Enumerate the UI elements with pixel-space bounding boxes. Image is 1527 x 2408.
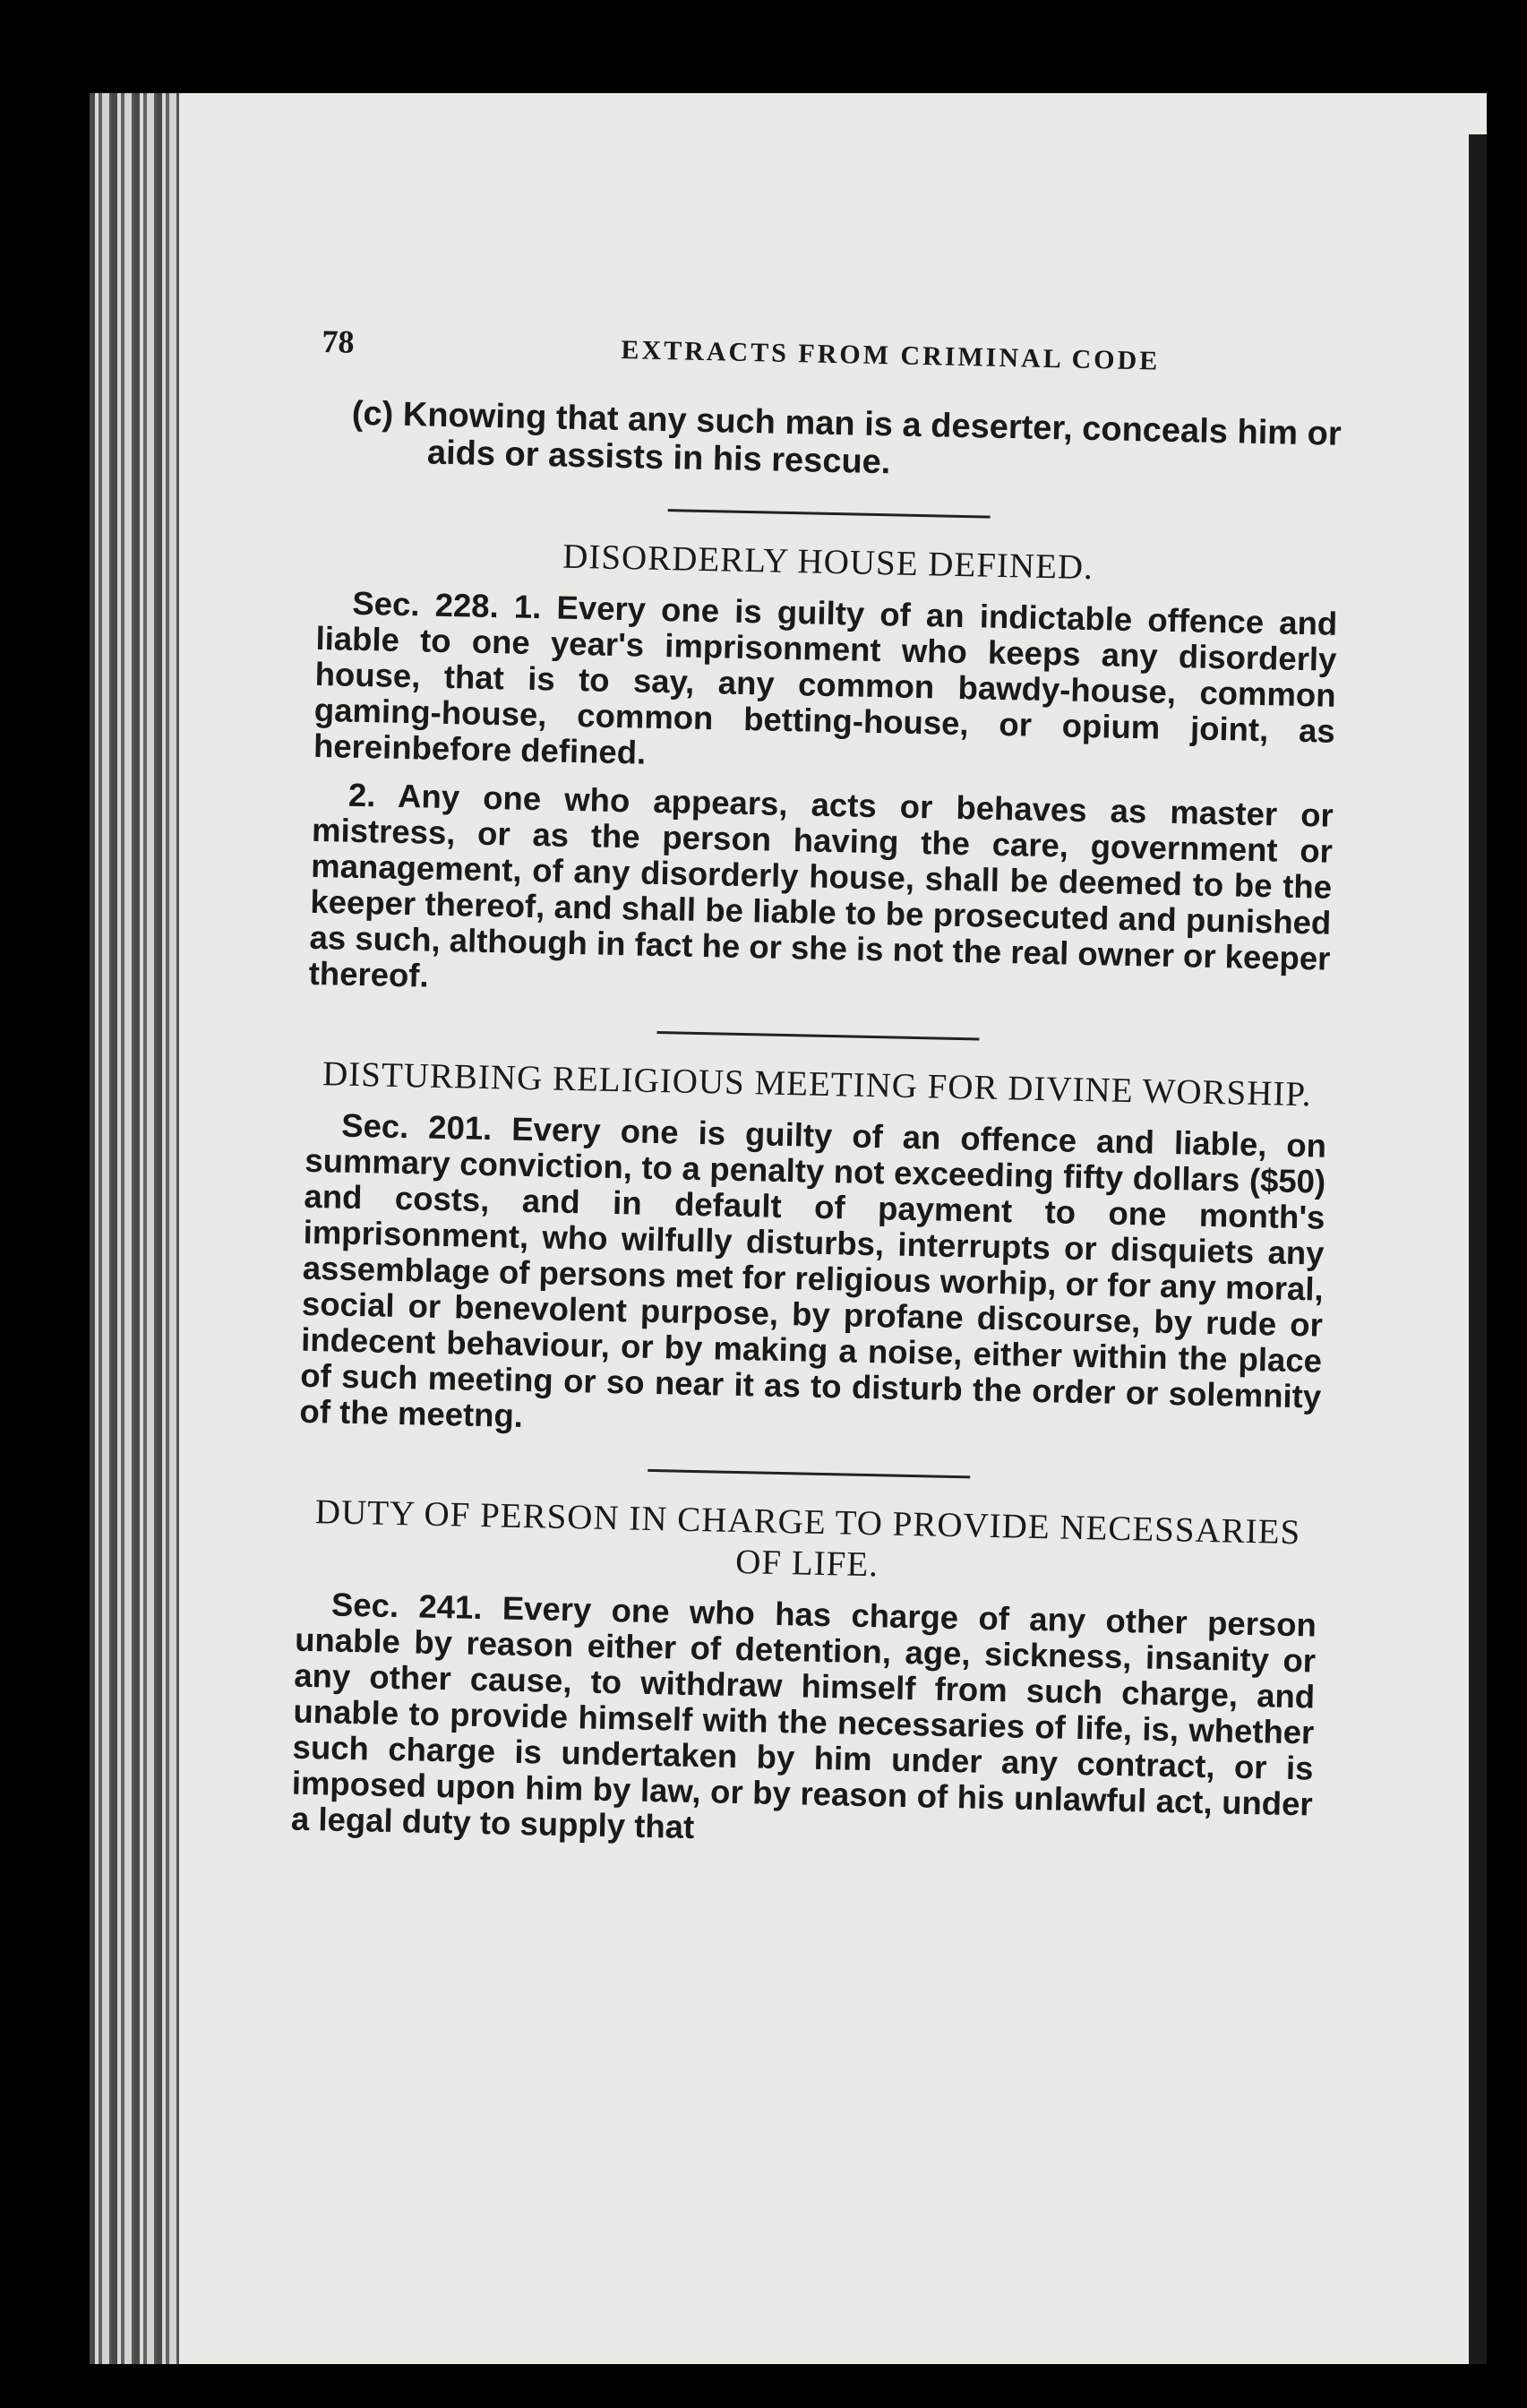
section-heading: DUTY OF PERSON IN CHARGE TO PROVIDE NECESSARIES OF LIFE. — [314, 1492, 1301, 1585]
section-divider — [648, 1469, 970, 1479]
section-divider — [668, 509, 991, 519]
item-c-paragraph: (c) Knowing that any such man is a deserter, conceals him or aids or assists in his rescue. — [351, 394, 1343, 482]
section-divider — [656, 1031, 979, 1041]
section-disorderly-house — [308, 502, 1339, 1013]
page-right-edge — [1469, 134, 1487, 2364]
running-head-title: EXTRACTS FROM CRIMINAL CODE — [621, 334, 1161, 376]
section-heading: DISTURBING RELIGIOUS MEETING FOR DIVINE WORSHIP. — [322, 1054, 1312, 1114]
page-binding-edge — [90, 93, 179, 2364]
page-number: 78 — [322, 322, 355, 360]
section-paragraph: Sec. 241. Every one who has charge of any other person unable by reason either of detention, age, sickness, insanity or any other cause, to withdraw himself from such charge, and unable to provide himself with the necessaries of life, is, whether such charge is undertaken by him under any contract, or is imposed upon him by law, or by reason of his unlawful act, under a legal duty to supply that — [290, 1586, 1317, 1846]
section-paragraph: 2. Any one who appears, acts or behaves as master or mistress, or as the person having the care, government or management, of any disorderly house, shall be deemed to be the keeper thereof, and shall be liable to be prosecuted and punished as such, although in fact he or she is not the real owner or keeper thereof. — [308, 776, 1334, 994]
section-heading: DISORDERLY HOUSE DEFINED. — [562, 537, 1094, 588]
section-paragraph: Sec. 228. 1. Every one is guilty of an indictable offence and liable to one year's imprisonment who keeps any disorderly house, that is to say, any common bawdy-house, common gaming-house, common betting-house, or opium joint, as hereinbefore defined. — [313, 584, 1338, 771]
page-content — [290, 322, 1343, 1890]
section-duty-of-person-in-charge — [291, 1462, 1320, 1859]
section-paragraph: Sec. 201. Every one is guilty of an offence and liable, on summary conviction, to a penalty not exceeding fifty dollars ($50) and costs, and in default of payment to one month's imprisonment, who wilfully disturbs, interrupts or disquiets any assemblage of persons met for religious worhip, or for any moral, social or benevolent purpose, by profane discourse, by rude or indecent behaviour, or by making a noise, either within the place of such meeting or so near it as to disturb the order or solemnity of the meetng. — [299, 1106, 1327, 1434]
section-disturbing-religious-meeting — [299, 1024, 1328, 1451]
